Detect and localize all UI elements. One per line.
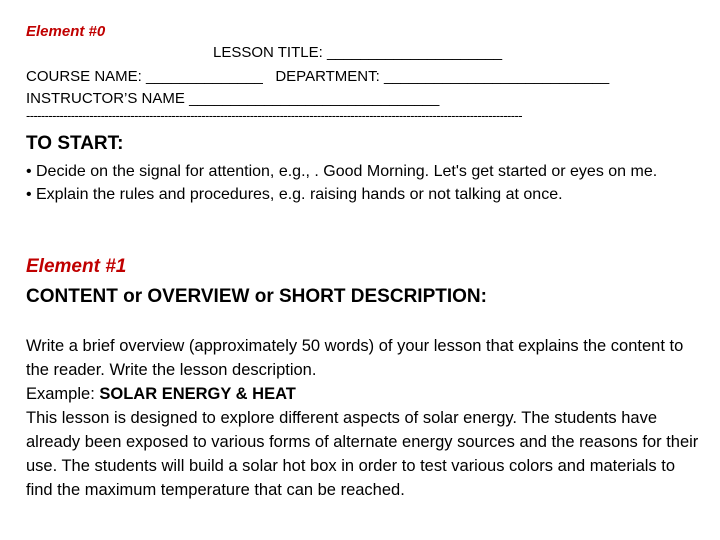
department-blank: ___________________________ — [383, 68, 610, 85]
element-1-label: Element #1 — [26, 256, 127, 277]
department-label: DEPARTMENT: — [275, 68, 380, 85]
lesson-title-label: LESSON TITLE: — [213, 44, 323, 61]
content-heading: CONTENT or OVERVIEW or SHORT DESCRIPTION: — [26, 286, 487, 307]
lesson-title-blank: _____________________ — [326, 44, 503, 61]
bullet-icon: • — [26, 163, 32, 180]
lesson-description: This lesson is designed to explore different aspects of solar energy. The students have already been exposed to various forms of alternate energy sources and the reasons for their use. The students will build a solar hot box in order to test various colors and materials to find the maximum temperature that can be reached. — [26, 409, 699, 499]
list-item — [26, 160, 696, 183]
list-item — [26, 183, 696, 206]
example-label: Example: — [26, 385, 95, 403]
instructor-label: INSTRUCTOR’S NAME — [26, 90, 185, 107]
instructor-blank: ______________________________ — [189, 90, 440, 107]
list-item-text: Decide on the signal for attention, e.g., . Good Morning. Let's get started or eyes on me. — [36, 163, 658, 180]
example-line — [26, 382, 706, 406]
instructor-row — [26, 89, 439, 109]
lesson-title-field — [213, 43, 502, 63]
overview-body — [26, 334, 706, 502]
to-start-heading: TO START: — [26, 133, 124, 154]
course-name-label: COURSE NAME: — [26, 68, 142, 85]
bullet-icon: • — [26, 186, 32, 203]
example-value: SOLAR ENERGY & HEAT — [99, 385, 296, 403]
course-department-row — [26, 67, 609, 87]
to-start-list — [26, 160, 696, 206]
overview-instruction: Write a brief overview (approximately 50 words) of your lesson that explains the content to the reader. Write the lesson description. — [26, 337, 684, 379]
dashed-divider: ------------------------------------------------------------------------------------------------------------------------------------- — [26, 110, 522, 122]
element-0-label: Element #0 — [26, 23, 106, 40]
course-name-blank: ______________ — [146, 68, 263, 85]
list-item-text: Explain the rules and procedures, e.g. raising hands or not talking at once. — [36, 186, 563, 203]
